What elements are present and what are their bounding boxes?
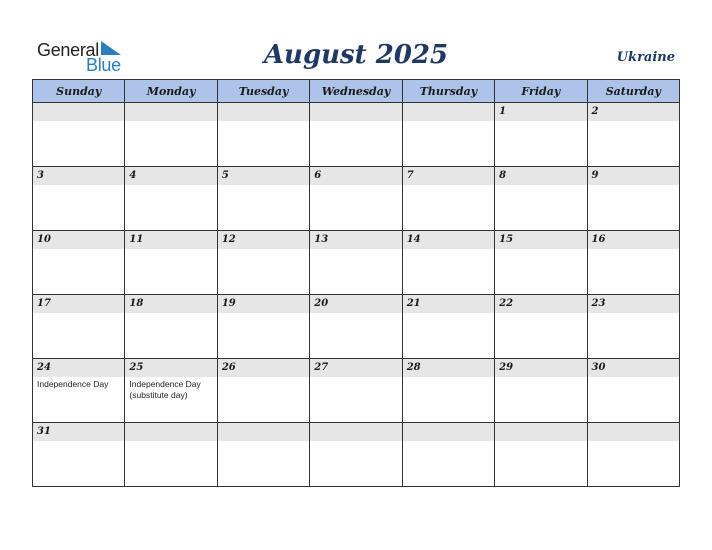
- week-row: [33, 423, 680, 487]
- day-number: 2: [588, 103, 679, 121]
- day-number: 15: [495, 231, 586, 249]
- week-row: [33, 167, 680, 231]
- day-number: [403, 103, 494, 121]
- day-number: [218, 103, 309, 121]
- logo-blue-text: Blue: [86, 55, 121, 75]
- day-number: [310, 423, 401, 441]
- day-cell: [310, 103, 402, 167]
- holiday-label: Independence Day (substitute day): [129, 379, 201, 400]
- weekday-header: Sunday: [33, 80, 125, 103]
- calendar-body: [33, 103, 680, 487]
- day-number: 13: [310, 231, 401, 249]
- day-cell: [495, 295, 587, 359]
- day-cell: [33, 295, 125, 359]
- day-number: 12: [218, 231, 309, 249]
- day-number: 8: [495, 167, 586, 185]
- day-cell: [402, 103, 494, 167]
- day-cell: [310, 295, 402, 359]
- weekday-header: Tuesday: [217, 80, 309, 103]
- day-number: 10: [33, 231, 124, 249]
- day-number: 23: [588, 295, 679, 313]
- day-number: [218, 423, 309, 441]
- calendar-grid: [32, 79, 680, 487]
- day-cell: [217, 359, 309, 423]
- day-number: [310, 103, 401, 121]
- week-row: [33, 295, 680, 359]
- day-number: [33, 103, 124, 121]
- day-cell: [33, 359, 125, 423]
- day-cell: [587, 167, 679, 231]
- weekday-header: Saturday: [587, 80, 679, 103]
- day-number: 4: [125, 167, 216, 185]
- weekday-header: Monday: [125, 80, 217, 103]
- holiday-label: Independence Day: [37, 379, 109, 389]
- day-number: 29: [495, 359, 586, 377]
- day-number: 3: [33, 167, 124, 185]
- day-cell: [587, 423, 679, 487]
- weekday-header-row: [33, 80, 680, 103]
- day-number: 28: [403, 359, 494, 377]
- calendar-title: August 2025: [263, 40, 449, 70]
- day-number: 1: [495, 103, 586, 121]
- day-number: 14: [403, 231, 494, 249]
- week-row: [33, 103, 680, 167]
- day-cell: [33, 167, 125, 231]
- day-number: [403, 423, 494, 441]
- day-number: 18: [125, 295, 216, 313]
- weekday-header: Wednesday: [310, 80, 402, 103]
- day-cell: [402, 295, 494, 359]
- day-cell: [217, 295, 309, 359]
- day-cell: [125, 167, 217, 231]
- day-cell: [310, 423, 402, 487]
- day-cell: [217, 167, 309, 231]
- day-cell: [495, 167, 587, 231]
- day-number: 20: [310, 295, 401, 313]
- day-number: 30: [588, 359, 679, 377]
- day-number: [125, 423, 216, 441]
- day-number: 24: [33, 359, 124, 377]
- day-cell: [310, 231, 402, 295]
- week-row: [33, 231, 680, 295]
- day-cell: [402, 359, 494, 423]
- day-number: 17: [33, 295, 124, 313]
- day-number: 27: [310, 359, 401, 377]
- day-number: 21: [403, 295, 494, 313]
- day-cell: [402, 423, 494, 487]
- day-cell: [125, 103, 217, 167]
- day-number: [125, 103, 216, 121]
- day-cell: [495, 423, 587, 487]
- day-cell: [33, 103, 125, 167]
- day-cell: [310, 359, 402, 423]
- day-number: [495, 423, 586, 441]
- day-number: 26: [218, 359, 309, 377]
- day-cell: [310, 167, 402, 231]
- day-number: 16: [588, 231, 679, 249]
- day-cell: [587, 231, 679, 295]
- day-number: [588, 423, 679, 441]
- day-number: 6: [310, 167, 401, 185]
- day-cell: [402, 167, 494, 231]
- day-cell: [217, 103, 309, 167]
- day-number: 11: [125, 231, 216, 249]
- day-number: 31: [33, 423, 124, 441]
- weekday-header: Friday: [495, 80, 587, 103]
- day-number: 22: [495, 295, 586, 313]
- day-cell: [217, 231, 309, 295]
- day-cell: [587, 359, 679, 423]
- day-cell: [587, 103, 679, 167]
- day-number: 7: [403, 167, 494, 185]
- day-cell: [125, 423, 217, 487]
- day-cell: [587, 295, 679, 359]
- day-cell: [33, 231, 125, 295]
- country-label: Ukraine: [616, 50, 675, 65]
- logo-general-text: General: [37, 40, 99, 60]
- day-cell: [217, 423, 309, 487]
- day-cell: [125, 359, 217, 423]
- week-row: [33, 359, 680, 423]
- day-number: 5: [218, 167, 309, 185]
- day-number: 19: [218, 295, 309, 313]
- day-cell: [125, 295, 217, 359]
- day-cell: [33, 423, 125, 487]
- day-cell: [495, 103, 587, 167]
- day-cell: [495, 359, 587, 423]
- day-number: 25: [125, 359, 216, 377]
- day-cell: [125, 231, 217, 295]
- weekday-header: Thursday: [402, 80, 494, 103]
- day-cell: [402, 231, 494, 295]
- day-cell: [495, 231, 587, 295]
- day-number: 9: [588, 167, 679, 185]
